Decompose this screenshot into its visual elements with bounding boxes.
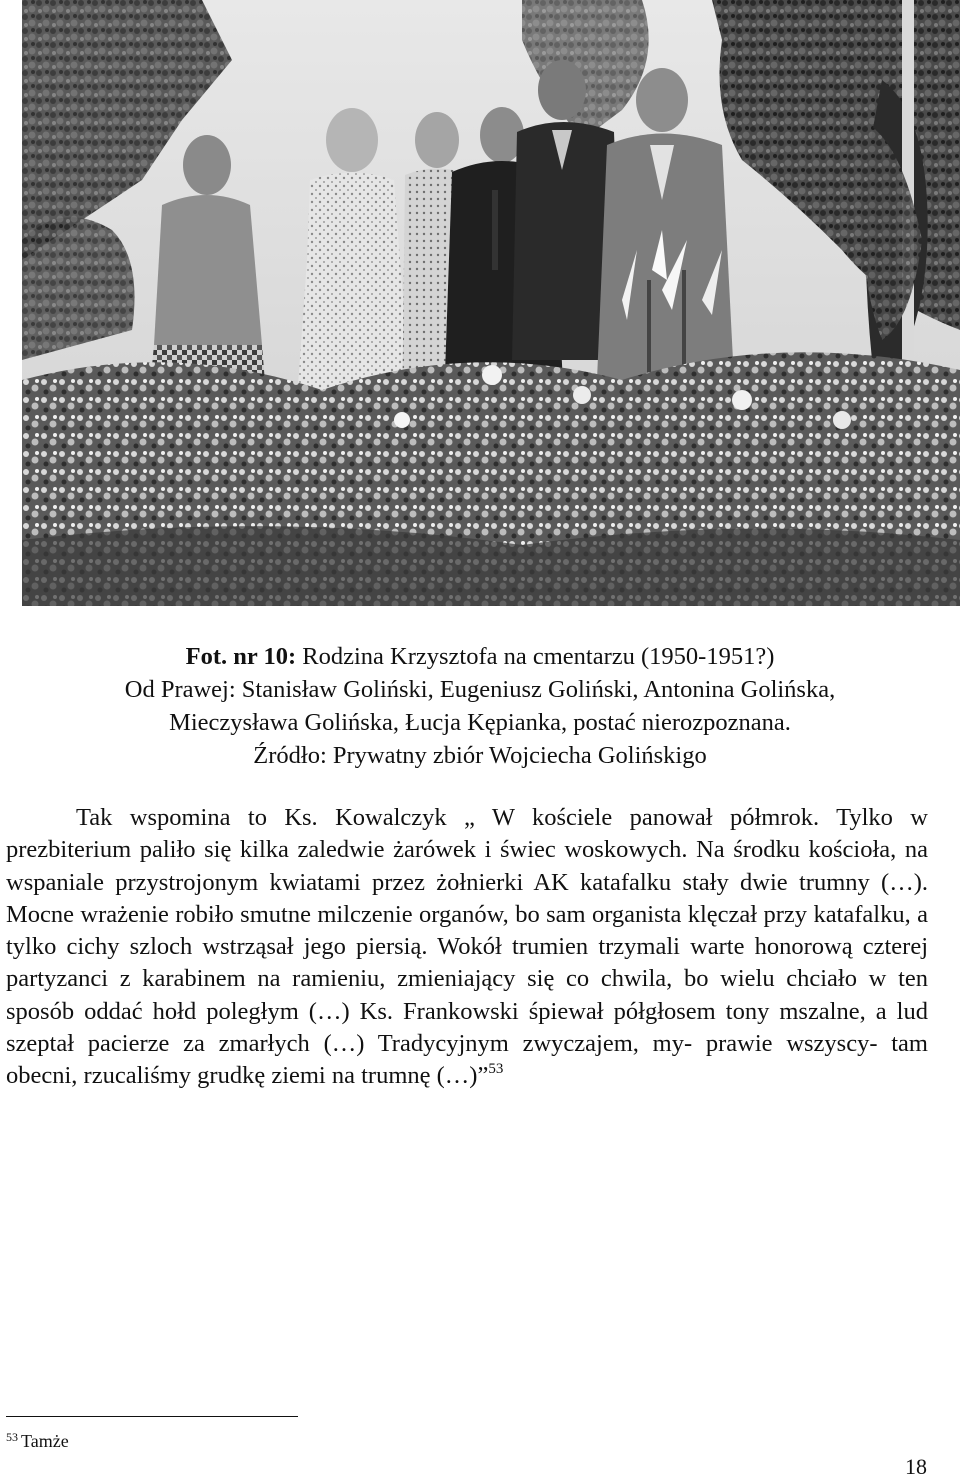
paragraph-text: Tak wspomina to Ks. Kowalczyk „ W kościele panował półmrok. Tylko w prezbiterium paliło się kilka zaledwie żarówek i świec woskowych. Na środku kościoła, na wspaniale przystrojonym kwiatami przez żołnierki AK katafalku stały dwie trumny (…). Mocne wrażenie robiło smutne milczenie organów, bo sam organista klęczał przy katafalku, a tylko cichy szloch wstrząsał jego piersią. Wokół trumien trzymali warte honorową czterej partyzanci z karabinem na ramieniu, zmieniający się co chwila, bo wielu chciało w ten sposób oddać hołd poległym (…) Ks. Frankowski śpiewał półgłosem tony mszalne, a lud szeptał pacierze za zmarłych (…) Tradycyjnym zwyczajem, my- prawie wszyscy- tam obecni, rzucaliśmy grudkę ziemi na trumnę (…)” [6,804,928,1090]
cemetery-family-photo [22,0,960,606]
body-paragraph [6,802,928,1093]
body-text [6,802,928,1093]
footnote-text: Tamże [21,1431,69,1451]
footnote-number: 53 [6,1430,18,1444]
caption-names-line-2: Mieczysława Golińska, Łucja Kępianka, postać nierozpoznana. [169,709,791,736]
footnote-divider [6,1416,298,1417]
page-number: 18 [905,1454,927,1479]
caption-names-line: Od Prawej: Stanisław Goliński, Eugeniusz Goliński, Antonina Golińska, [124,676,836,703]
caption-source-line: Źródło: Prywatny zbiór Wojciecha Golińskigo [253,742,707,769]
footnote-reference: 53 [488,1061,504,1078]
caption-title-line [0,640,960,673]
caption-label: Fot. nr 10: [185,643,297,670]
photo-caption [0,640,960,772]
caption-title: Rodzina Krzysztofa na cmentarzu (1950-1951?) [302,643,775,670]
photo-illustration [22,0,960,606]
footnote [6,1430,69,1452]
